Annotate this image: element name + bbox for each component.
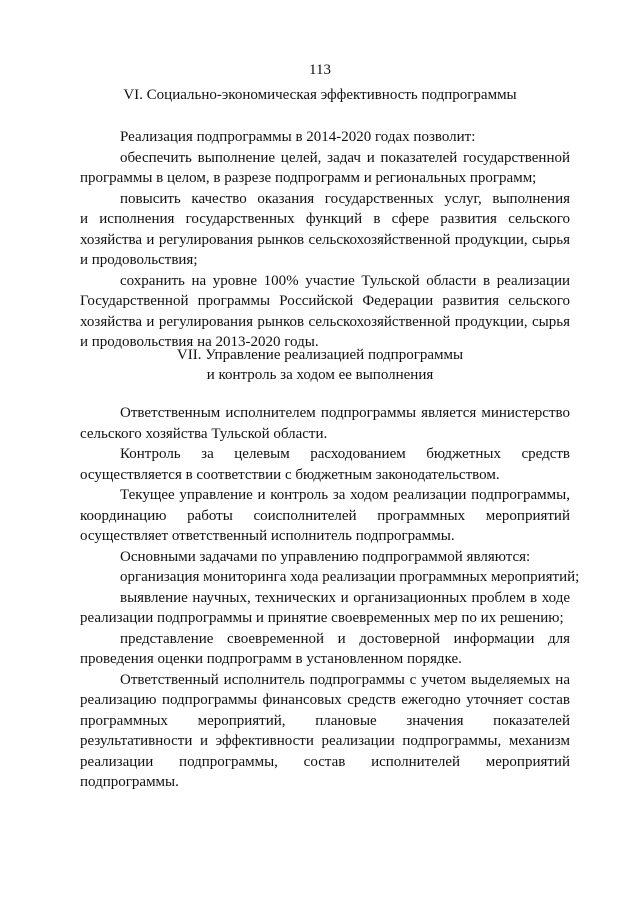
text-line: подпрограммы. [80,774,179,790]
text-line: реализации подпрограммы и принятие своевременных мер по их решению; [80,610,564,626]
section-7-title-line-1: VII. Управление реализацией подпрограммы [176,347,464,363]
text-line: сохранить на уровне 100% участие Тульской области в реализации [120,272,570,289]
section-6-title: VI. Социально-экономическая эффективность подпрограммы [123,87,517,103]
text-line: Ответственным исполнителем подпрограммы является министерство [120,405,570,421]
text-line: и продовольствия; [80,252,198,268]
text-line: Контроль за целевым расходованием бюджетных средств [120,446,570,462]
text-line: Основными задачами по управлению подпрограммой являются: [120,548,531,565]
text-line: представление своевременной и достоверной информации для [120,630,570,647]
page-number: 113 [309,62,331,78]
text-line: хозяйства и регулирования рынков сельскохозяйственной продукции, сырья [80,313,570,330]
text-line: реализацию подпрограммы финансовых средств ежегодно уточняет состав [80,692,570,708]
text-line: осуществляет ответственный исполнитель подпрограммы. [80,528,455,544]
text-line: результативности и эффективности реализации подпрограммы, механизм [80,733,570,749]
text-line: сельского хозяйства Тульской области. [80,425,328,442]
text-line: программных мероприятий, плановые значения показателей [80,712,570,729]
text-line: организация мониторинга хода реализации программных мероприятий; [120,569,580,585]
text-line: Реализация подпрограммы в 2014-2020 годах позволит: [120,129,476,145]
text-line: хозяйства и регулирования рынков сельскохозяйственной продукции, сырья [80,231,570,248]
text-line: программы в целом, в разрезе подпрограмм и региональных программ; [80,170,537,186]
text-line: Ответственный исполнитель подпрограммы с учетом выделяемых на [120,671,570,688]
text-line: и исполнения государственных функций в сфере развития сельского [80,211,570,227]
section-7-title-line-2: и контроль за ходом ее выполнения [206,367,434,383]
text-line: Государственной программы Российской Федерации развития сельского [80,293,570,309]
section-7-body [80,403,580,793]
text-line: осуществляется в соответствии с бюджетным законодательством. [80,466,500,483]
text-line: и продовольствия на 2013-2020 годы. [80,334,319,350]
text-line: повысить качество оказания государственных услуг, выполнения [120,190,570,207]
text-line: проведения оценки подпрограмм в установленном порядке. [80,651,462,667]
text-line: координацию работы соисполнителей программных мероприятий [80,507,570,524]
text-line: выявление научных, технических и организационных проблем в ходе [120,589,570,606]
section-6-body [80,127,570,353]
text-line: Текущее управление и контроль за ходом реализации подпрограммы, [120,487,570,503]
text-line: обеспечить выполнение целей, задач и показателей государственной [120,149,570,166]
text-line: реализации подпрограммы, состав исполнителей мероприятий [80,753,570,770]
